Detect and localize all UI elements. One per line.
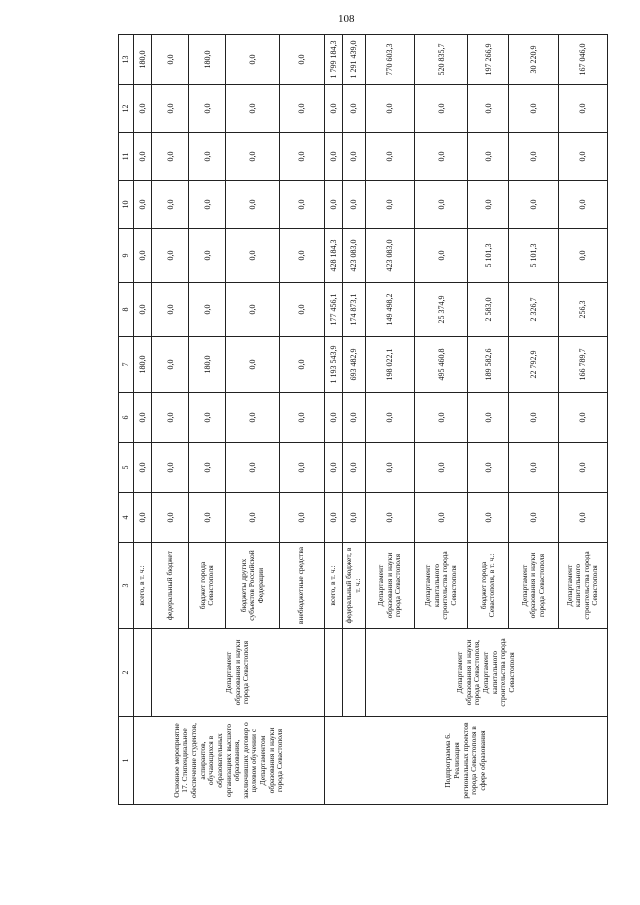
page-number: 108	[338, 13, 355, 25]
value-cell: 0,0	[189, 443, 226, 493]
value-cell: 770 603,3	[365, 35, 414, 85]
value-cell: 0,0	[415, 393, 468, 443]
column-header: 6	[119, 393, 134, 443]
value-cell: 0,0	[226, 283, 279, 337]
value-cell: 0,0	[365, 443, 414, 493]
value-cell: 0,0	[365, 493, 414, 543]
value-cell: 0,0	[343, 443, 366, 493]
value-cell: 0,0	[226, 229, 279, 283]
funding-source: бюджеты других субъектов Российской Федерации	[226, 543, 279, 629]
value-cell: 0,0	[189, 393, 226, 443]
value-cell: 180,0	[189, 35, 226, 85]
value-cell: 0,0	[415, 229, 468, 283]
value-cell: 256,3	[558, 283, 607, 337]
value-cell: 0,0	[279, 337, 324, 393]
value-cell: 0,0	[279, 181, 324, 229]
value-cell: 520 835,7	[415, 35, 468, 85]
value-cell: 0,0	[415, 133, 468, 181]
value-cell: 0,0	[509, 393, 558, 443]
value-cell: 0,0	[468, 181, 509, 229]
empty-cell	[134, 629, 152, 717]
value-cell: 0,0	[343, 85, 366, 133]
value-cell: 0,0	[343, 133, 366, 181]
value-cell: 0,0	[468, 493, 509, 543]
value-cell: 22 792,9	[509, 337, 558, 393]
value-cell: 0,0	[558, 443, 607, 493]
value-cell: 0,0	[226, 133, 279, 181]
value-cell: 0,0	[152, 443, 189, 493]
column-header: 4	[119, 493, 134, 543]
value-cell: 0,0	[152, 283, 189, 337]
value-cell: 0,0	[509, 181, 558, 229]
value-cell: 0,0	[134, 133, 152, 181]
value-cell: 1 291 439,0	[343, 35, 366, 85]
value-cell: 5 101,3	[468, 229, 509, 283]
column-header: 11	[119, 133, 134, 181]
value-cell: 0,0	[509, 493, 558, 543]
column-header: 12	[119, 85, 134, 133]
value-cell: 0,0	[509, 85, 558, 133]
funding-source: бюджет города Севастополя	[189, 543, 226, 629]
value-cell: 0,0	[189, 229, 226, 283]
value-cell: 0,0	[189, 283, 226, 337]
value-cell: 0,0	[279, 443, 324, 493]
column-header: 10	[119, 181, 134, 229]
value-cell: 0,0	[509, 443, 558, 493]
value-cell: 0,0	[365, 133, 414, 181]
value-cell: 0,0	[279, 35, 324, 85]
value-cell: 0,0	[189, 181, 226, 229]
column-header: 8	[119, 283, 134, 337]
value-cell: 0,0	[558, 85, 607, 133]
value-cell: 30 220,9	[509, 35, 558, 85]
value-cell: 0,0	[134, 85, 152, 133]
table-row	[343, 35, 366, 805]
value-cell: 0,0	[558, 133, 607, 181]
value-cell: 0,0	[152, 35, 189, 85]
value-cell: 0,0	[279, 229, 324, 283]
value-cell: 0,0	[189, 493, 226, 543]
column-header: 2	[119, 629, 134, 717]
value-cell: 0,0	[558, 181, 607, 229]
value-cell: 0,0	[152, 393, 189, 443]
funding-source: Департамент капитального строительства города Севастополя	[558, 543, 607, 629]
value-cell: 0,0	[324, 181, 342, 229]
value-cell: 423 083,0	[365, 229, 414, 283]
value-cell: 0,0	[279, 133, 324, 181]
funding-source: внебюджетные средства	[279, 543, 324, 629]
value-cell: 0,0	[189, 133, 226, 181]
empty-cell	[343, 629, 366, 717]
value-cell: 2 583,0	[468, 283, 509, 337]
funding-source: Департамент капитального строительства города Севастополя	[415, 543, 468, 629]
funding-source: бюджет города Севастополя, в т. ч.:	[468, 543, 509, 629]
value-cell: 0,0	[509, 133, 558, 181]
table-row	[134, 35, 152, 805]
value-cell: 0,0	[324, 133, 342, 181]
subprogram6-executor: Департамент образования и науки города Севастополя, Департамент капитального строительства города Севастополя	[365, 629, 607, 717]
value-cell: 0,0	[134, 283, 152, 337]
value-cell: 1 193 543,9	[324, 337, 342, 393]
table-row	[152, 35, 189, 805]
value-cell: 0,0	[152, 85, 189, 133]
column-header: 9	[119, 229, 134, 283]
value-cell: 0,0	[365, 393, 414, 443]
value-cell: 189 582,6	[468, 337, 509, 393]
value-cell: 693 482,9	[343, 337, 366, 393]
value-cell: 0,0	[134, 493, 152, 543]
value-cell: 197 266,9	[468, 35, 509, 85]
value-cell: 0,0	[226, 443, 279, 493]
value-cell: 2 326,7	[509, 283, 558, 337]
value-cell: 0,0	[226, 337, 279, 393]
value-cell: 25 374,9	[415, 283, 468, 337]
value-cell: 423 083,0	[343, 229, 366, 283]
value-cell: 0,0	[279, 493, 324, 543]
column-header: 7	[119, 337, 134, 393]
value-cell: 0,0	[558, 229, 607, 283]
value-cell: 0,0	[226, 181, 279, 229]
value-cell: 0,0	[343, 393, 366, 443]
value-cell: 0,0	[279, 85, 324, 133]
funding-source: федеральный бюджет	[152, 543, 189, 629]
column-header: 13	[119, 35, 134, 85]
value-cell: 0,0	[226, 85, 279, 133]
column-header: 1	[119, 717, 134, 805]
funding-source: Департамент образования и науки города Севастополя	[509, 543, 558, 629]
value-cell: 0,0	[415, 443, 468, 493]
funding-source: федеральный бюджет, в т. ч.:	[343, 543, 366, 629]
value-cell: 180,0	[134, 35, 152, 85]
funding-source: Департамент образования и науки города Севастополя	[365, 543, 414, 629]
value-cell: 0,0	[324, 393, 342, 443]
value-cell: 0,0	[152, 181, 189, 229]
funding-source: всего, в т. ч.:	[324, 543, 342, 629]
table-row	[324, 35, 342, 805]
value-cell: 0,0	[279, 393, 324, 443]
value-cell: 0,0	[343, 493, 366, 543]
value-cell: 0,0	[468, 443, 509, 493]
activity17-name: Основное мероприятие 17. Стипендиальное обеспечение студентов, аспирантов, обучающихся в образовательных организациях высшего образования, заключивших договор о целевом обучении с Департаментом образования и науки города Севастополя	[134, 717, 325, 805]
value-cell: 0,0	[189, 85, 226, 133]
value-cell: 0,0	[279, 283, 324, 337]
value-cell: 0,0	[134, 443, 152, 493]
value-cell: 5 101,3	[509, 229, 558, 283]
subprogram6-name: Подпрограмма 6. Реализация региональных проектов города Севастополя в сфере образования	[324, 717, 607, 805]
value-cell: 428 184,3	[324, 229, 342, 283]
value-cell: 198 022,1	[365, 337, 414, 393]
value-cell: 0,0	[468, 393, 509, 443]
value-cell: 0,0	[415, 85, 468, 133]
column-header: 3	[119, 543, 134, 629]
value-cell: 495 460,8	[415, 337, 468, 393]
budget-table	[118, 34, 608, 805]
value-cell: 0,0	[365, 85, 414, 133]
value-cell: 174 873,1	[343, 283, 366, 337]
value-cell: 0,0	[365, 181, 414, 229]
value-cell: 0,0	[134, 229, 152, 283]
value-cell: 0,0	[468, 85, 509, 133]
table-body	[134, 35, 608, 805]
value-cell: 0,0	[324, 493, 342, 543]
value-cell: 149 498,2	[365, 283, 414, 337]
value-cell: 0,0	[324, 443, 342, 493]
value-cell: 0,0	[152, 229, 189, 283]
activity17-executor: Департамент образования и науки города Севастополя	[152, 629, 324, 717]
value-cell: 0,0	[134, 181, 152, 229]
header-row	[119, 35, 134, 805]
budget-table-rotated	[118, 35, 608, 805]
value-cell: 180,0	[134, 337, 152, 393]
table-row	[365, 35, 414, 805]
value-cell: 167 046,0	[558, 35, 607, 85]
value-cell: 0,0	[558, 493, 607, 543]
value-cell: 0,0	[343, 181, 366, 229]
value-cell: 0,0	[152, 133, 189, 181]
value-cell: 0,0	[415, 181, 468, 229]
column-header: 5	[119, 443, 134, 493]
value-cell: 1 799 184,3	[324, 35, 342, 85]
value-cell: 0,0	[134, 393, 152, 443]
value-cell: 0,0	[226, 493, 279, 543]
empty-cell	[324, 629, 342, 717]
funding-source: всего, в т. ч.:	[134, 543, 152, 629]
value-cell: 0,0	[468, 133, 509, 181]
value-cell: 180,0	[189, 337, 226, 393]
value-cell: 0,0	[324, 85, 342, 133]
value-cell: 177 456,1	[324, 283, 342, 337]
value-cell: 0,0	[152, 493, 189, 543]
value-cell: 166 789,7	[558, 337, 607, 393]
value-cell: 0,0	[415, 493, 468, 543]
value-cell: 0,0	[152, 337, 189, 393]
value-cell: 0,0	[558, 393, 607, 443]
value-cell: 0,0	[226, 393, 279, 443]
value-cell: 0,0	[226, 35, 279, 85]
